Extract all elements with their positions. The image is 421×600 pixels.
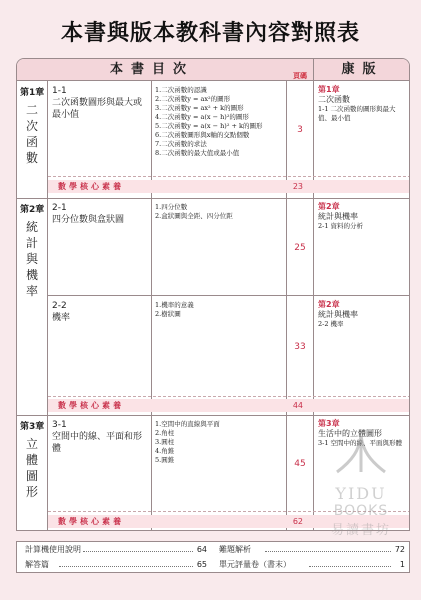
page-number: 33 xyxy=(294,342,306,352)
section-number: 1-1 xyxy=(52,86,67,96)
section-2-1 xyxy=(48,199,151,229)
section-title: 機率 xyxy=(52,313,71,323)
leader-dots xyxy=(309,566,391,567)
watermark-text: BOOKS xyxy=(333,503,389,519)
list-item: 5.圓錐 xyxy=(155,456,175,464)
kang-chapter: 第2章 xyxy=(318,202,340,211)
kang-entry xyxy=(314,199,410,234)
list-item: 2.樹狀圖 xyxy=(155,310,181,318)
kang-chapter: 第3章 xyxy=(318,419,340,428)
list-item: 3.二次函數y = ax² + k的圖形 xyxy=(155,104,244,112)
divider xyxy=(48,396,410,397)
core-label: 數學核心素養 xyxy=(58,182,124,191)
appendix-box xyxy=(16,541,410,573)
watermark-text: YIDU xyxy=(335,484,387,503)
book-logo-icon xyxy=(306,432,416,484)
kang-chapter: 第1章 xyxy=(318,85,340,94)
chapter-3 xyxy=(17,416,47,500)
core-row xyxy=(48,399,410,412)
appendix-row xyxy=(25,543,207,557)
appendix-label: 單元評量卷（書末） xyxy=(219,560,291,569)
appendix-page: 65 xyxy=(196,560,207,569)
chapter-number: 第2章 xyxy=(20,205,45,215)
section-3-1 xyxy=(48,416,151,458)
watermark-text: 易讀書坊 xyxy=(330,523,391,538)
appendix-row xyxy=(25,558,207,572)
list-item: 1.四分位數 xyxy=(155,203,188,211)
appendix-page: 64 xyxy=(196,545,207,554)
section-items xyxy=(152,297,286,323)
section-number: 3-1 xyxy=(52,420,67,430)
chapter-2 xyxy=(17,199,47,299)
core-row xyxy=(48,180,410,193)
header-kang: 康版 xyxy=(313,59,410,81)
appendix-page: 1 xyxy=(399,560,405,569)
header-page: 頁碼 xyxy=(287,59,313,81)
appendix-row xyxy=(219,543,405,557)
appendix-label: 解答篇 xyxy=(25,560,49,569)
leader-dots xyxy=(265,551,391,552)
leader-dots xyxy=(59,566,193,567)
core-page: 62 xyxy=(292,517,303,526)
kang-title: 二次函數 xyxy=(318,95,350,104)
section-title: 空間中的線、平面和形體 xyxy=(52,432,143,454)
list-item: 8.二次函數的最大值或最小值 xyxy=(155,149,240,157)
list-item: 1.機率的意義 xyxy=(155,301,194,309)
kang-title: 生活中的立體圖形 xyxy=(318,429,382,438)
divider xyxy=(48,295,410,296)
section-number: 2-1 xyxy=(52,203,67,213)
section-title: 二次函數圖形與最大或最小值 xyxy=(52,98,143,120)
chapter-number: 第1章 xyxy=(20,88,45,98)
appendix-label: 計算機使用說明 xyxy=(25,545,81,554)
section-2-2 xyxy=(48,297,151,327)
list-item: 4.二次函數y = a(x − h)²的圖形 xyxy=(155,113,249,121)
list-item: 1.空間中的直線與平面 xyxy=(155,420,220,428)
list-item: 1.二次函數的認識 xyxy=(155,86,207,94)
page-number: 25 xyxy=(294,243,306,253)
kang-title: 統計與機率 xyxy=(318,310,358,319)
list-item: 2.二次函數y = ax²的圖形 xyxy=(155,95,231,103)
divider xyxy=(48,176,410,177)
list-item: 3.圓柱 xyxy=(155,438,175,446)
page-number: 45 xyxy=(294,459,306,469)
kang-sub: 3-1 空間中的線、平面與形體 xyxy=(318,439,403,447)
core-label: 數學核心素養 xyxy=(58,517,124,526)
kang-chapter: 第2章 xyxy=(318,300,340,309)
section-1-1 xyxy=(48,82,151,124)
section-number: 2-2 xyxy=(52,301,67,311)
chapter-number: 第3章 xyxy=(20,422,45,432)
kang-entry xyxy=(314,297,410,332)
list-item: 6.二次函數圖形與x軸的交點個數 xyxy=(155,131,250,139)
list-item: 5.二次函數y = a(x − h)² + k的圖形 xyxy=(155,122,263,130)
list-item: 4.角錐 xyxy=(155,447,175,455)
chapter-name: 立體圖形 xyxy=(25,437,38,499)
appendix-row xyxy=(219,558,405,572)
list-item: 7.二次函數的求法 xyxy=(155,140,207,148)
kang-sub: 1-1 二次函數的圖形與最大值、最小值 xyxy=(318,105,396,122)
section-title: 四分位數與盒狀圖 xyxy=(52,215,125,225)
leader-dots xyxy=(83,551,193,552)
page-number: 3 xyxy=(297,125,303,135)
page-title: 本書與版本教科書內容對照表 xyxy=(60,21,360,46)
kang-title: 統計與機率 xyxy=(318,212,358,221)
core-page: 44 xyxy=(292,401,303,410)
kang-sub: 2-1 資料的分析 xyxy=(318,222,364,230)
appendix-page: 72 xyxy=(394,545,405,554)
section-items xyxy=(152,82,286,162)
chapter-name: 二次函數 xyxy=(25,103,38,165)
list-item: 2.角柱 xyxy=(155,429,175,437)
watermark xyxy=(306,432,416,538)
chapter-name: 統計與機率 xyxy=(25,220,38,298)
list-item: 2.盒狀圖與全距、四分位距 xyxy=(155,212,233,220)
section-items xyxy=(152,199,286,225)
appendix-label: 難題解析 xyxy=(219,545,251,554)
kang-sub: 2-2 機率 xyxy=(318,320,344,328)
section-items xyxy=(152,416,286,469)
core-page: 23 xyxy=(292,182,303,191)
header-main: 本書目次 xyxy=(17,59,287,81)
chapter-1 xyxy=(17,82,47,166)
kang-entry xyxy=(314,82,410,126)
core-label: 數學核心素養 xyxy=(58,401,124,410)
